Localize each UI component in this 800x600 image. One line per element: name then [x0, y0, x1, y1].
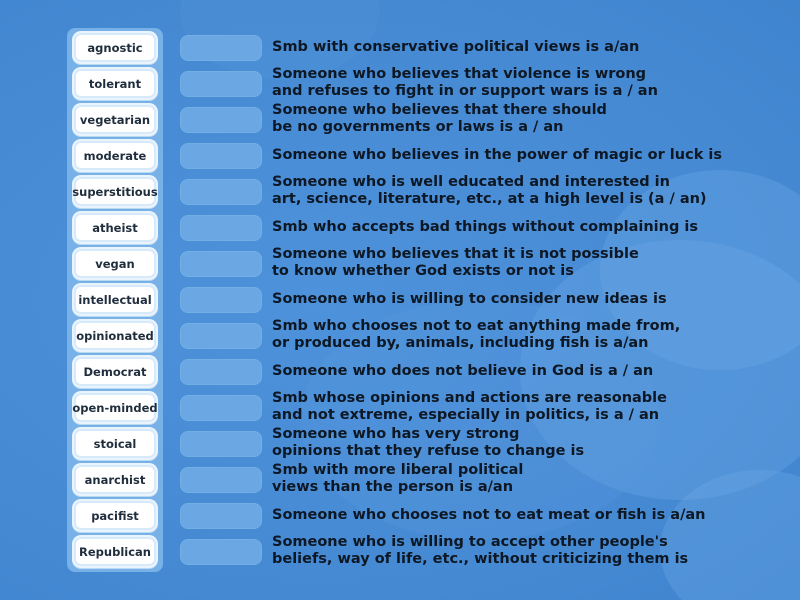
- word-tile-stoical[interactable]: stoical: [74, 429, 156, 458]
- drop-slot-14[interactable]: [180, 503, 262, 529]
- clue-text-9: Smb who chooses not to eat anything made from, or produced by, animals, including fish is a/an: [272, 318, 681, 351]
- clue-text-12: Someone who has very strong opinions that they refuse to change is: [272, 426, 585, 459]
- drop-slot-7[interactable]: [180, 251, 262, 277]
- drop-slot-13[interactable]: [180, 467, 262, 493]
- word-tile-vegan[interactable]: vegan: [74, 249, 156, 278]
- clue-text-8: Someone who is willing to consider new ideas is: [272, 290, 667, 307]
- drop-slot-9[interactable]: [180, 323, 262, 349]
- clue-text-7: Someone who believes that it is not possible to know whether God exists or not is: [272, 246, 639, 279]
- drop-slot-5[interactable]: [180, 179, 262, 205]
- word-tile-atheist[interactable]: atheist: [74, 213, 156, 242]
- clue-text-14: Someone who chooses not to eat meat or fish is a/an: [272, 506, 706, 523]
- clue-text-1: Smb with conservative political views is a/an: [272, 38, 640, 55]
- word-tile-agnostic[interactable]: agnostic: [74, 33, 156, 62]
- drop-slot-3[interactable]: [180, 107, 262, 133]
- drop-slot-4[interactable]: [180, 143, 262, 169]
- word-tile-intellectual[interactable]: intellectual: [74, 285, 156, 314]
- drop-slot-12[interactable]: [180, 431, 262, 457]
- word-tile-republican[interactable]: Republican: [74, 537, 156, 566]
- clue-text-11: Smb whose opinions and actions are reasonable and not extreme, especially in politics, is a / an: [272, 390, 667, 423]
- drop-slot-10[interactable]: [180, 359, 262, 385]
- drop-slot-1[interactable]: [180, 35, 262, 61]
- clue-text-2: Someone who believes that violence is wrong and refuses to fight in or support wars is a / an: [272, 66, 658, 99]
- drop-slot-2[interactable]: [180, 71, 262, 97]
- word-tile-moderate[interactable]: moderate: [74, 141, 156, 170]
- clue-text-13: Smb with more liberal political views than the person is a/an: [272, 462, 524, 495]
- drop-slot-8[interactable]: [180, 287, 262, 313]
- word-tile-open-minded[interactable]: open-minded: [74, 393, 156, 422]
- drop-slot-11[interactable]: [180, 395, 262, 421]
- clue-text-4: Someone who believes in the power of magic or luck is: [272, 146, 722, 163]
- word-tile-democrat[interactable]: Democrat: [74, 357, 156, 386]
- word-tile-anarchist[interactable]: anarchist: [74, 465, 156, 494]
- clue-text-10: Someone who does not believe in God is a / an: [272, 362, 654, 379]
- word-tile-vegetarian[interactable]: vegetarian: [74, 105, 156, 134]
- word-tile-opinionated[interactable]: opinionated: [74, 321, 156, 350]
- clue-text-6: Smb who accepts bad things without complaining is: [272, 218, 699, 235]
- drop-slot-15[interactable]: [180, 539, 262, 565]
- clue-text-5: Someone who is well educated and interested in art, science, literature, etc., at a high level is (a / an): [272, 174, 707, 207]
- word-tile-superstitious[interactable]: superstitious: [74, 177, 156, 206]
- word-tile-tolerant[interactable]: tolerant: [74, 69, 156, 98]
- clue-text-15: Someone who is willing to accept other people's beliefs, way of life, etc., without criticizing them is: [272, 534, 689, 567]
- drop-slot-6[interactable]: [180, 215, 262, 241]
- clue-text-3: Someone who believes that there should be no governments or laws is a / an: [272, 102, 607, 135]
- word-tile-pacifist[interactable]: pacifist: [74, 501, 156, 530]
